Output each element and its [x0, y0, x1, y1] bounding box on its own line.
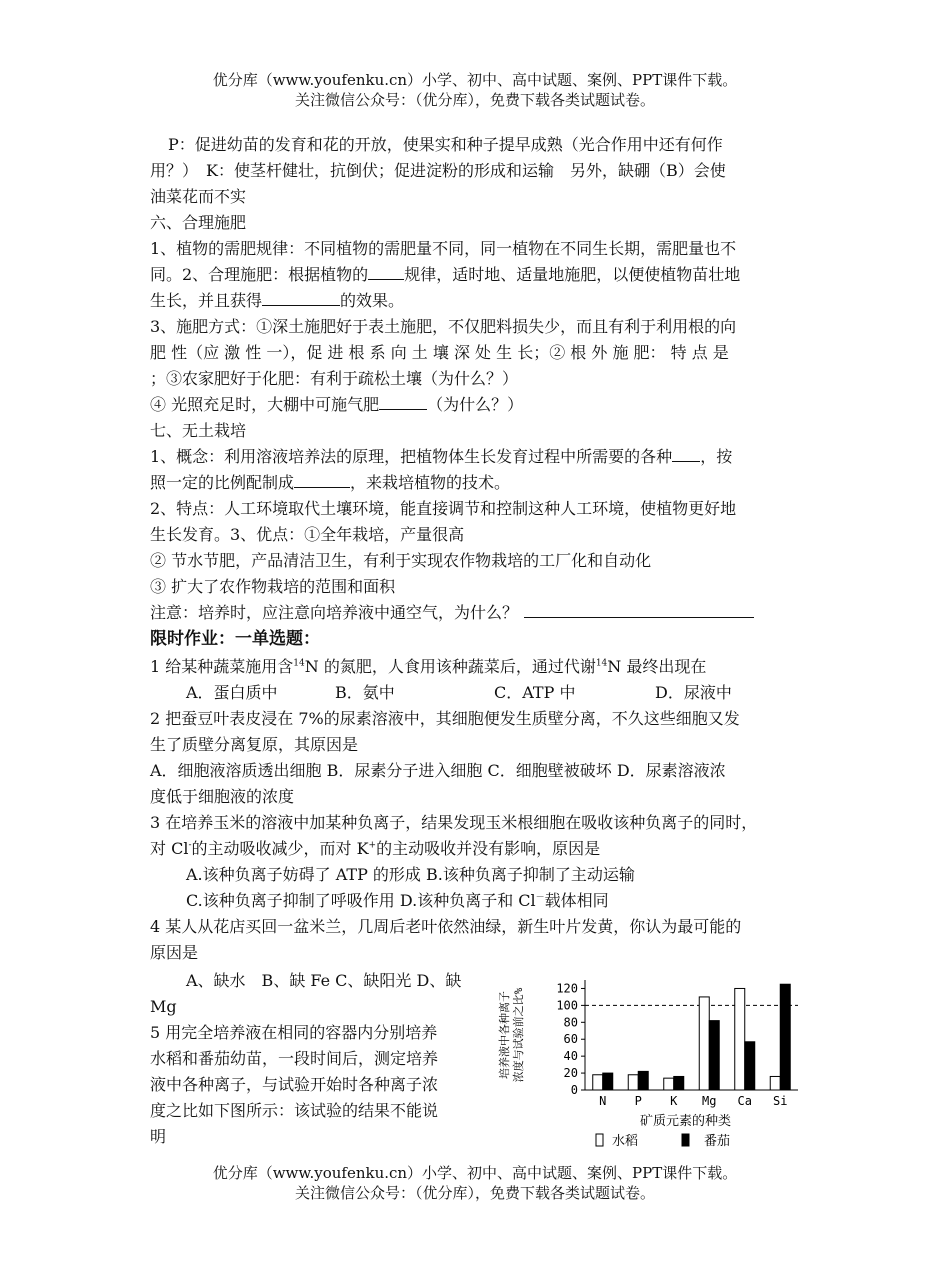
bar-Ca-水稻 — [735, 988, 745, 1090]
y-tick-label: 80 — [563, 1015, 578, 1030]
text-segment: 生长，并且获得 — [150, 291, 263, 310]
text-line — [150, 602, 754, 624]
text-segment: 同。2、合理施肥：根据植物的 — [150, 265, 369, 284]
superscript: 14 — [595, 658, 608, 669]
y-tick-label: 40 — [563, 1049, 578, 1064]
legend-label-tomato: 番茄 — [704, 1134, 731, 1149]
text-line: ③ 扩大了农作物栽培的范围和面积 — [150, 577, 396, 596]
y-tick-label: 60 — [563, 1032, 578, 1047]
option-b[interactable]: B．氨中 — [335, 683, 395, 702]
option-a[interactable]: A．蛋白质中 — [186, 683, 278, 702]
text-line: 原因是 — [150, 943, 199, 962]
text-segment: 1 给某种蔬菜施用含 — [150, 657, 294, 676]
answer-blank[interactable] — [262, 290, 340, 306]
text-segment: N 的氮肥，人食用该种蔬菜后，通过代谢 — [304, 657, 596, 676]
section-heading: 七、无土栽培 — [150, 421, 247, 440]
text-line — [150, 838, 600, 860]
text-segment: 对 Cl — [150, 839, 189, 858]
question-4: 4 某人从花店买回一盆米兰，几周后老叶依然油绿，新生叶片发黄，你认为最可能的 — [150, 917, 742, 936]
text-line: 度之比如下图所示：该试验的结果不能说 — [150, 1101, 439, 1120]
text-segment: ，按 — [700, 447, 733, 466]
text-line: 度低于细胞液的浓度 — [150, 787, 295, 806]
question-1 — [150, 656, 706, 678]
y-tick-label: 0 — [570, 1083, 578, 1097]
text-line: Mg — [150, 997, 177, 1016]
text-segment: ④ 光照充足时，大棚中可施气肥 — [150, 395, 380, 414]
footer-line-2: 关注微信公众号：（优分库），免费下载各类试题试卷。 — [294, 1184, 655, 1202]
ion-ratio-bar-chart — [490, 975, 810, 1155]
superscript: 14 — [293, 658, 305, 669]
section-heading: 六、合理施肥 — [150, 213, 247, 232]
question-3-options-cd[interactable] — [186, 890, 609, 912]
text-segment: 注意：培养时，应注意向培养液中通空气，为什么？ — [150, 603, 519, 622]
text-line — [150, 446, 732, 468]
text-segment: C.该种负离子抑制了呼吸作用 D.该种负离子和 Cl — [186, 891, 536, 910]
option-c[interactable]: C．ATP 中 — [494, 683, 576, 702]
footer-line-1: 优分库（www.youfenku.cn）小学、初中、高中试题、案例、PPT课件下载。 — [212, 1164, 738, 1182]
text-line: 生长发育。3、优点：①全年栽培，产量很高 — [150, 525, 465, 544]
question-2-options[interactable]: A．细胞液溶质透出细胞 B．尿素分子进入细胞 C．细胞壁被破坏 D．尿素溶液浓 — [150, 761, 726, 780]
text-segment: 的主动吸收并没有影响，原因是 — [376, 839, 601, 858]
bar-K-番茄 — [674, 1076, 684, 1090]
header-line-1: 优分库（www.youfenku.cn）小学、初中、高中试题、案例、PPT课件下载。 — [212, 71, 738, 89]
bar-N-水稻 — [593, 1075, 603, 1090]
text-segment: 照一定的比例配制成 — [150, 473, 295, 492]
y-axis-label: 浓度与试验前之比% — [512, 987, 525, 1083]
question-4-options[interactable]: A、缺水 B、缺 Fe C、缺阳光 D、缺 — [186, 971, 462, 990]
x-tick-label: N — [599, 1094, 607, 1108]
x-tick-label: K — [670, 1094, 678, 1108]
text-line: 2、特点：人工环境取代土壤环境，能直接调节和控制这种人工环境，使植物更好地 — [150, 499, 737, 518]
y-tick-label: 120 — [556, 981, 578, 996]
text-line — [150, 394, 523, 416]
question-5: 5 用完全培养液在相同的容器内分别培养 — [150, 1023, 438, 1042]
text-line: 水稻和番茄幼苗，一段时间后，测定培养 — [150, 1049, 439, 1068]
text-segment: 1、概念：利用溶液培养法的原理，把植物体生长发育过程中所需要的各种 — [150, 447, 673, 466]
text-line: P：促进幼苗的发育和花的开放，使果实和种子提早成熟（光合作用中还有何作 — [168, 135, 723, 154]
text-line: 1、植物的需肥规律：不同植物的需肥量不同，同一植物在不同生长期，需肥量也不 — [150, 239, 737, 258]
bar-Mg-水稻 — [699, 997, 709, 1090]
text-line: 生了质壁分离复原，其原因是 — [150, 735, 359, 754]
superscript: + — [368, 840, 377, 851]
text-segment: 规律，适时地、适量地施肥，以便使植物苗壮地 — [404, 265, 741, 284]
text-segment: N 最终出现在 — [607, 657, 707, 676]
text-line — [150, 264, 740, 286]
bar-Si-番茄 — [780, 984, 790, 1090]
text-line: ；③农家肥好于化肥：有利于疏松土壤（为什么？） — [150, 369, 519, 388]
text-line: 肥 性（应 激 性 一），促 进 根 系 向 土 壤 深 处 生 长；② 根 外 施 肥： 特 点 是 — [150, 343, 729, 362]
question-3-options-ab[interactable]: A.该种负离子妨碍了 ATP 的形成 B.该种负离子抑制了主动运输 — [186, 865, 635, 884]
answer-blank[interactable] — [379, 394, 427, 410]
y-axis-label: 培养液中各种离子 — [498, 991, 511, 1079]
y-tick-label: 20 — [563, 1066, 578, 1081]
y-tick-label: 100 — [556, 998, 578, 1013]
text-line: ② 节水节肥，产品清洁卫生，有利于实现农作物栽培的工厂化和自动化 — [150, 551, 652, 570]
superscript: - — [188, 840, 192, 851]
text-segment: 载体相同 — [544, 891, 609, 910]
legend-label-rice: 水稻 — [612, 1134, 639, 1149]
superscript: － — [535, 892, 545, 903]
text-segment: 的效果。 — [340, 291, 405, 310]
question-3: 3 在培养玉米的溶液中加某种负离子，结果发现玉米根细胞在吸收该种负离子的同时， — [150, 813, 758, 832]
bar-P-水稻 — [628, 1075, 638, 1090]
answer-blank[interactable] — [294, 472, 350, 488]
text-segment: 的主动吸收减少，而对 K — [191, 839, 369, 858]
answer-blank[interactable] — [524, 602, 754, 618]
header-line-2: 关注微信公众号：（优分库），免费下载各类试题试卷。 — [294, 91, 655, 109]
answer-blank[interactable] — [672, 446, 700, 462]
text-line: 油菜花而不实 — [150, 187, 247, 206]
text-segment: （为什么？） — [427, 395, 524, 414]
bar-Mg-番茄 — [709, 1021, 719, 1090]
answer-blank[interactable] — [368, 264, 404, 280]
bar-P-番茄 — [638, 1071, 648, 1090]
text-line: 用？） K：使茎杆健壮，抗倒伏；促进淀粉的形成和运输 另外，缺硼（B）会使 — [150, 161, 726, 180]
text-line — [150, 290, 404, 312]
bar-K-水稻 — [664, 1078, 674, 1090]
text-line — [150, 472, 510, 494]
question-2: 2 把蚕豆叶表皮浸在 7%的尿素溶液中，其细胞便发生质壁分离，不久这些细胞又发 — [150, 709, 740, 728]
bar-N-番茄 — [603, 1073, 613, 1090]
bar-Ca-番茄 — [745, 1042, 755, 1090]
legend-swatch-tomato — [682, 1134, 689, 1146]
x-tick-label: P — [634, 1094, 642, 1108]
text-line: 液中各种离子，与试验开始时各种离子浓 — [150, 1075, 439, 1094]
legend-swatch-rice — [596, 1134, 603, 1146]
text-line: 3、施肥方式：①深土施肥好于表土施肥，不仅肥料损失少，而且有利于利用根的向 — [150, 317, 737, 336]
option-d[interactable]: D．尿液中 — [655, 683, 732, 702]
text-line: 明 — [150, 1127, 167, 1146]
homework-title: 限时作业：一单选题： — [150, 629, 320, 649]
x-axis-label: 矿质元素的种类 — [639, 1114, 732, 1129]
bar-Si-水稻 — [770, 1076, 780, 1090]
x-tick-label: Ca — [737, 1094, 752, 1108]
text-segment: ，来栽培植物的技术。 — [350, 473, 511, 492]
x-tick-label: Si — [773, 1094, 788, 1108]
x-tick-label: Mg — [702, 1094, 717, 1108]
